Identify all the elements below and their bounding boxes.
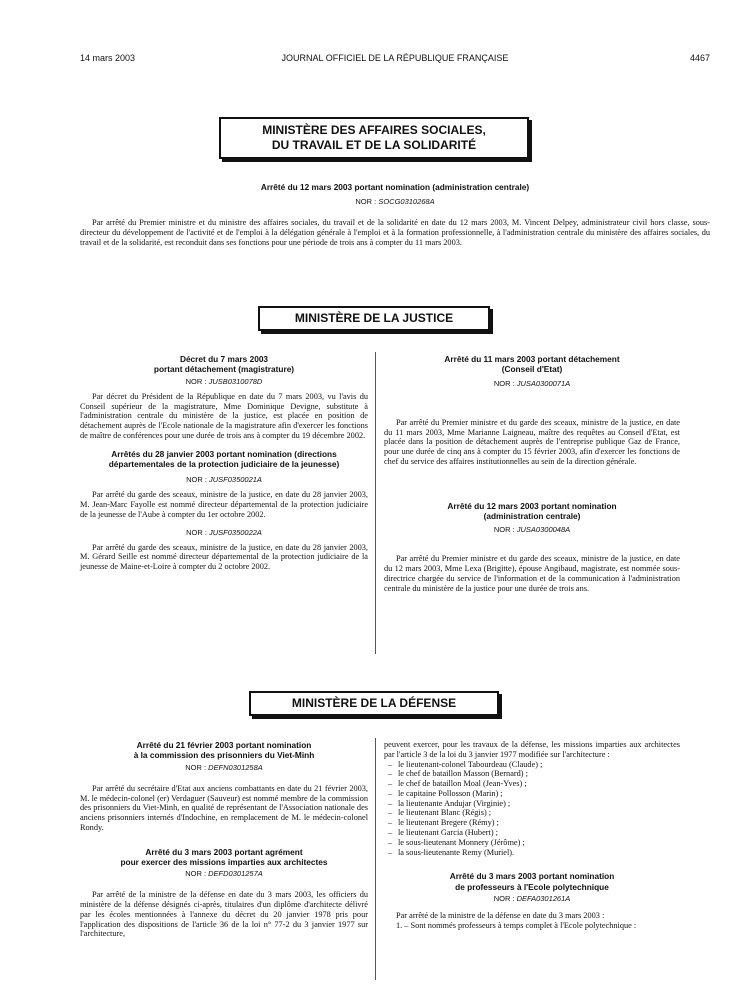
title-line: Arrêté du 21 février 2003 portant nomination [136, 740, 312, 750]
list-item: – le chef de bataillon Masson (Bernard) ; [384, 769, 680, 779]
title-line: Arrêté du 3 mars 2003 portant agrément [145, 846, 303, 857]
page-number: 4467 [689, 53, 710, 63]
list-item: – la lieutenante Andujar (Virginie) ; [384, 799, 680, 809]
nor-code: JUSA0300071A [516, 378, 571, 388]
title-line: Décret du 7 mars 2003 [179, 354, 269, 364]
nor-code: JUSB0310078D [208, 376, 263, 386]
list-item: – le lieutenant Garcia (Hubert) ; [384, 828, 680, 838]
list-item: – la sous-lieutenante Remy (Muriel). [384, 848, 680, 858]
arrete-title: Arrêtés du 28 janvier 2003 portant nomination (directions départementales de la protection judiciaire de la jeunesse) [108, 448, 340, 469]
nor-label: NOR : [185, 869, 209, 879]
arrete-text: Par arrêté du Premier ministre et du garde des sceaux, ministre de la justice, en date du 11 mars 2003, Mme Marianne Laigneau, maître des requêtes au Conseil d'Etat, est placée dans la position de détachement auprès de l'entreprise publique Gaz de France, pour une durée de cinq ans à compter du 15 février 2003, afin d'exercer les fonctions de chef du service des affaires institutionnelles au sein de la direction générale. [384, 417, 680, 466]
nor-label: NOR : [493, 525, 517, 535]
arrete-text: Par décret du Président de la République en date du 7 mars 2003, vu l'avis du Conseil supérieur de la magistrature, Mme Dominique Devigne, substitute à l'administration centrale du ministère de la justice, est placée en position de détachement auprès de l'Ecole nationale de la magistrature afin d'exercer les fonctions de maître de conférences pour une durée de trois ans à compter du 19 décembre 2002. [80, 391, 368, 440]
column-divider [375, 738, 376, 980]
arrete-text: Par arrêté de la ministre de la défense en date du 3 mars 2003 : [396, 911, 605, 921]
header-date: 14 mars 2003 [80, 53, 136, 63]
ministry-name-line2: DU TRAVAIL ET DE LA SOLIDARITÉ [271, 138, 477, 152]
title-line: de professeurs à l'Ecole polytechnique [455, 881, 609, 892]
nor-label: NOR : [185, 762, 209, 772]
arrete-title [80, 354, 368, 375]
title-line: pour exercer des missions imparties aux architectes [120, 856, 328, 867]
nor-label: NOR : [186, 475, 209, 485]
ministry-box [258, 306, 490, 331]
ministry-name: MINISTÈRE DE LA JUSTICE [294, 311, 454, 325]
nor-code: JUSA0300048A [516, 525, 571, 535]
title-line: (Conseil d'Etat) [501, 364, 563, 375]
nor-reference [80, 377, 368, 386]
nor-reference [80, 197, 710, 206]
nor-code: JUSF0350022A [208, 527, 262, 537]
defense-left-column [80, 740, 368, 939]
justice-right-column [384, 354, 680, 593]
ministry-box [249, 691, 499, 716]
title-line: (administration centrale) [483, 510, 581, 521]
nor-code: SOCG0310268A [378, 197, 435, 206]
nor-reference [80, 528, 368, 537]
nor-label: NOR : [186, 527, 209, 537]
nor-code: JUSF0350021A [208, 475, 262, 485]
arrete-title [384, 501, 680, 522]
arrete-text: Par arrêté du secrétaire d'Etat aux anciens combattants en date du 21 février 2003, M. le médecin-colonel (er) Verdaguer (Sauveur) est nommé membre de la commission des prisonniers du Viet-Minh, en qualité de représentant de l'Association nationale des anciens prisonniers internés d'Indochine, en remplacement de M. le médecin-colonel Rondy. [80, 783, 368, 832]
nor-reference [80, 869, 368, 878]
title-line: portant détachement (magistrature) [153, 364, 295, 375]
nor-reference [384, 525, 680, 534]
nor-code: DEFN0301258A [208, 762, 263, 772]
list-item: – le lieutenant Blanc (Régis) ; [384, 808, 680, 818]
arrete-title [80, 847, 368, 868]
list-item: – le chef de bataillon Moal (Jean-Yves) ; [384, 779, 680, 789]
ministry-heading-justice [0, 306, 748, 331]
defense-right-column [384, 740, 680, 931]
arrete-text: Par arrêté du garde des sceaux, ministre de la justice, en date du 28 janvier 2003, M. Jean-Marc Fayolle est nommé directeur départemental de la protection judiciaire de la jeunesse de l'Aube à compter du 1er octobre 2002. [80, 490, 368, 519]
nor-label: NOR : [493, 894, 517, 904]
list-item: – le sous-lieutenant Monnery (Jérôme) ; [384, 838, 680, 848]
arrete-title: Arrêté du 12 mars 2003 portant nomination (administration centrale) [260, 182, 530, 192]
arrete-text: Par arrêté du Premier ministre et du ministre des affaires sociales, du travail et de la solidarité en date du 12 mars 2003, M. Vincent Delpey, administrateur civil hors classe, sous-directeur du développement de l'activité et de l'emploi à la délégation générale à l'emploi et à la formation professionnelle, à l'administration centrale du ministère des affaires sociales, du travail et de la solidarité, est reconduit dans ses fonctions pour une période de trois ans à compter du 11 mars 2003. [80, 218, 710, 247]
nor-code: DEFA0301261A [516, 894, 571, 904]
nor-reference [384, 379, 680, 388]
title-line: Arrêté du 11 mars 2003 portant détachement [444, 354, 620, 364]
arrete-text: Par arrêté du garde des sceaux, ministre de la justice, en date du 28 janvier 2003, M. Gérard Seille est nommé directeur départemental de la protection judiciaire de la jeunesse de Maine-et-Loire à compter du 2 octobre 2002. [80, 542, 368, 572]
journal-title: JOURNAL OFFICIEL DE LA RÉPUBLIQUE FRANÇAISE [281, 53, 509, 63]
nor-reference [384, 894, 680, 903]
ministry-name: MINISTÈRE DE LA DÉFENSE [291, 696, 457, 710]
page-header [80, 53, 710, 67]
arrete-title [384, 871, 680, 892]
continued-text: peuvent exercer, pour les travaux de la défense, les missions imparties aux architectes par l'article 3 de la loi du 3 janvier 1977 modifiée sur l'architecture : [384, 740, 680, 759]
nor-label: NOR : [493, 378, 517, 388]
nor-reference [80, 763, 368, 772]
title-line: Arrêté du 3 mars 2003 portant nomination [449, 871, 615, 882]
arrete-title [80, 740, 368, 761]
list-item: – le capitaine Pollosson (Marin) ; [384, 789, 680, 799]
arrete-text: Par arrêté du Premier ministre et du garde des sceaux, ministre de la justice, en date du 12 mars 2003, Mme Lexa (Brigitte), épouse Angibaud, magistrate, est nommée sous-directrice chargée du service de l'information et de la communication à l'administration centrale du ministère de la justice pour une durée de trois ans. [384, 554, 680, 593]
ministry-heading-defense [0, 691, 748, 716]
ministry-box [219, 117, 529, 159]
nor-label: NOR : [185, 376, 209, 386]
nor-reference [80, 475, 368, 484]
arrete-title [384, 354, 680, 375]
officer-list [384, 760, 680, 858]
nor-code: DEFD0301257A [208, 869, 263, 879]
ministry-heading-social [0, 117, 748, 159]
column-divider [375, 352, 376, 654]
list-item: – le lieutenant-colonel Tabourdeau (Claude) ; [384, 760, 680, 770]
nor-label: NOR : [355, 197, 379, 206]
title-line: Arrêté du 12 mars 2003 portant nomination [447, 500, 617, 511]
justice-left-column [80, 354, 368, 572]
title-line: à la commission des prisonniers du Viet-Minh [133, 750, 315, 761]
list-item: – le lieutenant Bregere (Rémy) ; [384, 818, 680, 828]
ministry-name-line1: MINISTÈRE DES AFFAIRES SOCIALES, [262, 123, 486, 137]
arrete-item: 1. – Sont nommés professeurs à temps complet à l'Ecole polytechnique : [396, 920, 637, 930]
arrete-text: Par arrêté de la ministre de la défense en date du 3 mars 2003, les officiers du ministère de la défense désignés ci-après, titulaires d'un diplôme d'architecte délivré par les écoles mentionnées à l'annexe du décret du 20 janvier 1978 pris pour l'application des dispositions de l'article 36 de la loi n° 77-2 du 3 janvier 1977 sur l'architecture, [80, 890, 368, 939]
